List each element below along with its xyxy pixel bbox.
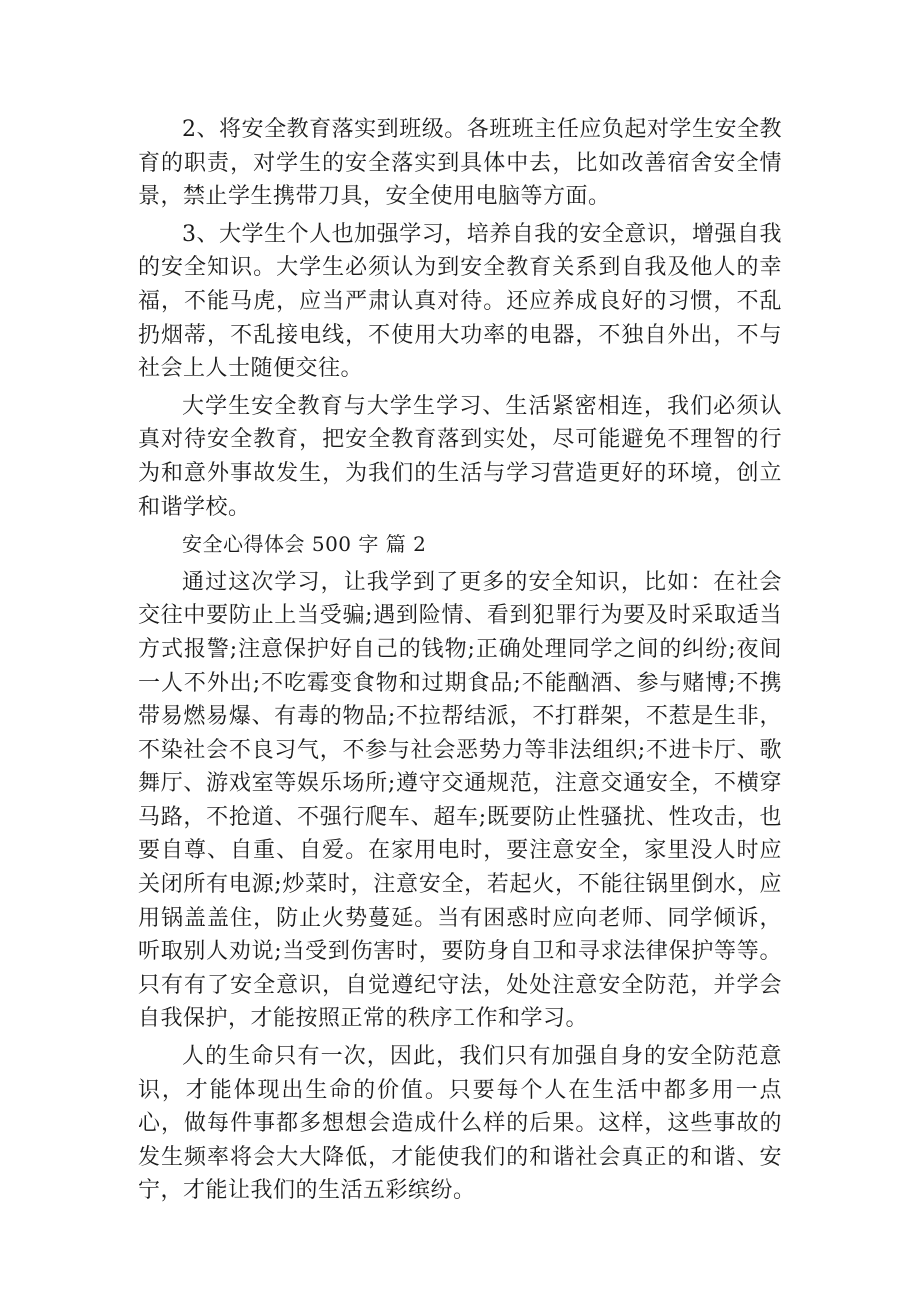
paragraph-learning-summary: 通过这次学习，让我学到了更多的安全知识，比如：在社会交往中要防止上当受骗;遇到险情、看到犯罪行为要及时采取适当方式报警;注意保护好自己的钱物;正确处理同学之间的纠纷;夜间一人不外出;不吃霉变食物和过期食品;不能酗酒、参与赌博;不携带易燃易爆、有毒的物品;不拉帮结派，不打群架，不惹是生非，不染社会不良习气，不参与社会恶势力等非法组织;不进卡厅、歌舞厅、游戏室等娱乐场所;遵守交通规范，注意交通安全，不横穿马路，不抢道、不强行爬车、超车;既要防止性骚扰、性攻击，也要自尊、自重、自爱。在家用电时，要注意安全，家里没人时应关闭所有电源;炒菜时，注意安全，若起火，不能往锅里倒水，应用锅盖盖住，防止火势蔓延。当有困惑时应向老师、同学倾诉，听取别人劝说;当受到伤害时，要防身自卫和寻求法律保护等等。只有有了安全意识，自觉遵纪守法，处处注意安全防范，并学会自我保护，才能按照正常的秩序工作和学习。 bbox=[138, 569, 782, 1032]
paragraph-conclusion: 大学生安全教育与大学生学习、生活紧密相连，我们必须认真对待安全教育，把安全教育落到实处，尽可能避免不理智的行为和意外事故发生，为我们的生活与学习营造更好的环境，创立和谐学校。 bbox=[138, 393, 782, 520]
section-heading: 安全心得体会 500 字 篇 2 bbox=[182, 532, 427, 557]
paragraph-life-value: 人的生命只有一次，因此，我们只有加强自身的安全防范意识，才能体现出生命的价值。只要每个人在生活中都多用一点心，做每件事都多想想会造成什么样的后果。这样，这些事故的发生频率将会大大降低，才能使我们的和谐社会真正的和谐、安宁，才能让我们的生活五彩缤纷。 bbox=[138, 1044, 782, 1204]
paragraph-student-awareness: 3、大学生个人也加强学习，培养自我的安全意识，增强自我的安全知识。大学生必须认为到安全教育关系到自我及他人的幸福，不能马虎，应当严肃认真对待。还应养成良好的习惯，不乱扔烟蒂，不乱接电线，不使用大功率的电器，不独自外出，不与社会上人士随便交往。 bbox=[138, 221, 782, 382]
paragraph-class-safety: 2、将安全教育落实到班级。各班班主任应负起对学生安全教育的职责，对学生的安全落实到具体中去，比如改善宿舍安全情景，禁止学生携带刀具，安全使用电脑等方面。 bbox=[138, 117, 782, 210]
